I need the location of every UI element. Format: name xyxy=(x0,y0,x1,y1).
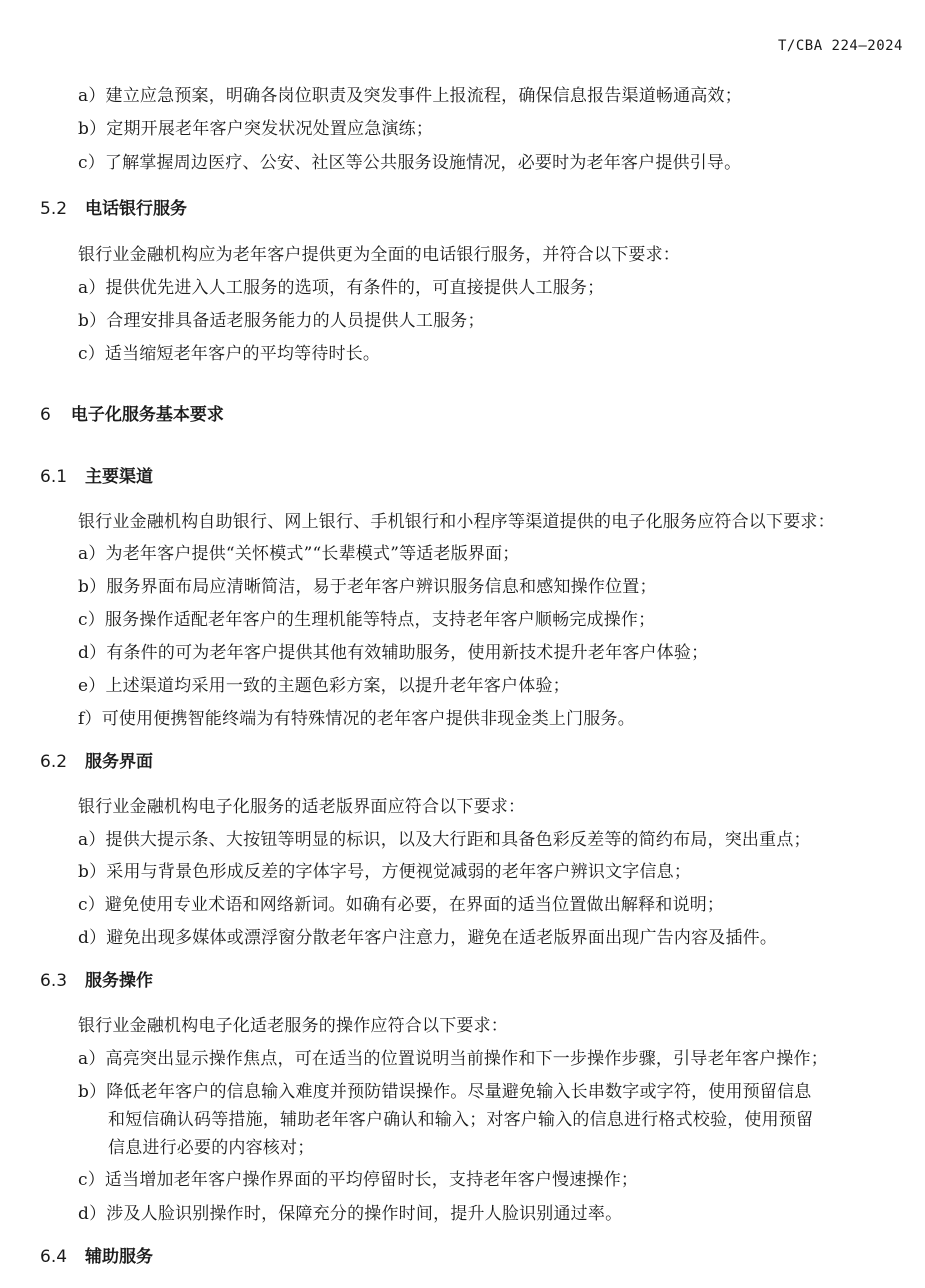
paragraph: 银行业金融机构应为老年客户提供更为全面的电话银行服务，并符合以下要求： xyxy=(78,245,680,265)
list-item: f）可使用便携智能终端为有特殊情况的老年客户提供非现金类上门服务。 xyxy=(78,709,635,729)
paragraph: 银行业金融机构自助银行、网上银行、手机银行和小程序等渠道提供的电子化服务应符合以下要求： xyxy=(78,512,835,532)
section-title: 主要渠道 xyxy=(85,467,154,487)
document-code: T/CBA 224—2024 xyxy=(777,38,903,54)
section-heading-6-4 xyxy=(40,1245,153,1269)
paragraph: 银行业金融机构电子化服务的适老版界面应符合以下要求： xyxy=(78,797,526,817)
list-item: b）合理安排具备适老服务能力的人员提供人工服务； xyxy=(78,311,485,331)
section-title: 辅助服务 xyxy=(85,1247,154,1267)
list-item: c）服务操作适配老年客户的生理机能等特点，支持老年客户顺畅完成操作； xyxy=(78,610,656,630)
chapter-title: 电子化服务基本要求 xyxy=(70,405,224,425)
list-item: d）涉及人脸识别操作时，保障充分的操作时间，提升人脸识别通过率。 xyxy=(78,1204,623,1224)
section-heading-6-2 xyxy=(40,750,153,774)
chapter-number: 6 xyxy=(40,405,51,425)
list-item: e）上述渠道均采用一致的主题色彩方案，以提升老年客户体验； xyxy=(78,676,570,696)
list-item: a）高亮突出显示操作焦点，可在适当的位置说明当前操作和下一步操作步骤，引导老年客户操作； xyxy=(78,1049,828,1069)
list-item: a）建立应急预案，明确各岗位职责及突发事件上报流程，确保信息报告渠道畅通高效； xyxy=(78,86,742,106)
list-item: a）提供优先进入人工服务的选项，有条件的，可直接提供人工服务； xyxy=(78,278,605,298)
section-title: 服务操作 xyxy=(85,971,154,991)
paragraph: 银行业金融机构电子化适老服务的操作应符合以下要求： xyxy=(78,1016,508,1036)
list-item: b）定期开展老年客户突发状况处置应急演练； xyxy=(78,119,434,139)
list-item: a）提供大提示条、大按钮等明显的标识，以及大行距和具备色彩反差等的简约布局，突出重点； xyxy=(78,830,811,850)
section-number: 6.4 xyxy=(40,1247,68,1267)
list-item: c）避免使用专业术语和网络新词。如确有必要，在界面的适当位置做出解释和说明； xyxy=(78,895,725,915)
section-heading-5-2 xyxy=(40,197,187,221)
section-heading-6-1 xyxy=(40,465,153,489)
section-number: 5.2 xyxy=(40,199,68,219)
section-title: 电话银行服务 xyxy=(85,199,188,219)
section-title: 服务界面 xyxy=(85,752,154,772)
list-item: b）降低老年客户的信息输入难度并预防错误操作。尽量避免输入长串数字或字符，使用预留信息 xyxy=(78,1082,812,1102)
list-item: b）采用与背景色形成反差的字体字号，方便视觉减弱的老年客户辨识文字信息； xyxy=(78,862,692,882)
list-item: c）适当缩短老年客户的平均等待时长。 xyxy=(78,344,381,364)
section-heading-6-3 xyxy=(40,969,153,993)
list-item-continuation: 信息进行必要的内容核对； xyxy=(108,1138,315,1158)
list-item: d）避免出现多媒体或漂浮窗分散老年客户注意力，避免在适老版界面出现广告内容及插件。 xyxy=(78,928,778,948)
list-item: b）服务界面布局应清晰简洁，易于老年客户辨识服务信息和感知操作位置； xyxy=(78,577,657,597)
list-item: c）了解掌握周边医疗、公安、社区等公共服务设施情况，必要时为老年客户提供引导。 xyxy=(78,153,742,173)
section-number: 6.1 xyxy=(40,467,68,487)
section-number: 6.3 xyxy=(40,971,68,991)
list-item: a）为老年客户提供“关怀模式”“长辈模式”等适老版界面； xyxy=(78,544,520,564)
list-item: d）有条件的可为老年客户提供其他有效辅助服务，使用新技术提升老年客户体验； xyxy=(78,643,709,663)
section-number: 6.2 xyxy=(40,752,68,772)
list-item: c）适当增加老年客户操作界面的平均停留时长，支持老年客户慢速操作； xyxy=(78,1170,639,1190)
chapter-heading-6 xyxy=(40,403,224,427)
list-item-continuation: 和短信确认码等措施，辅助老年客户确认和输入；对客户输入的信息进行格式校验，使用预留 xyxy=(108,1110,814,1130)
